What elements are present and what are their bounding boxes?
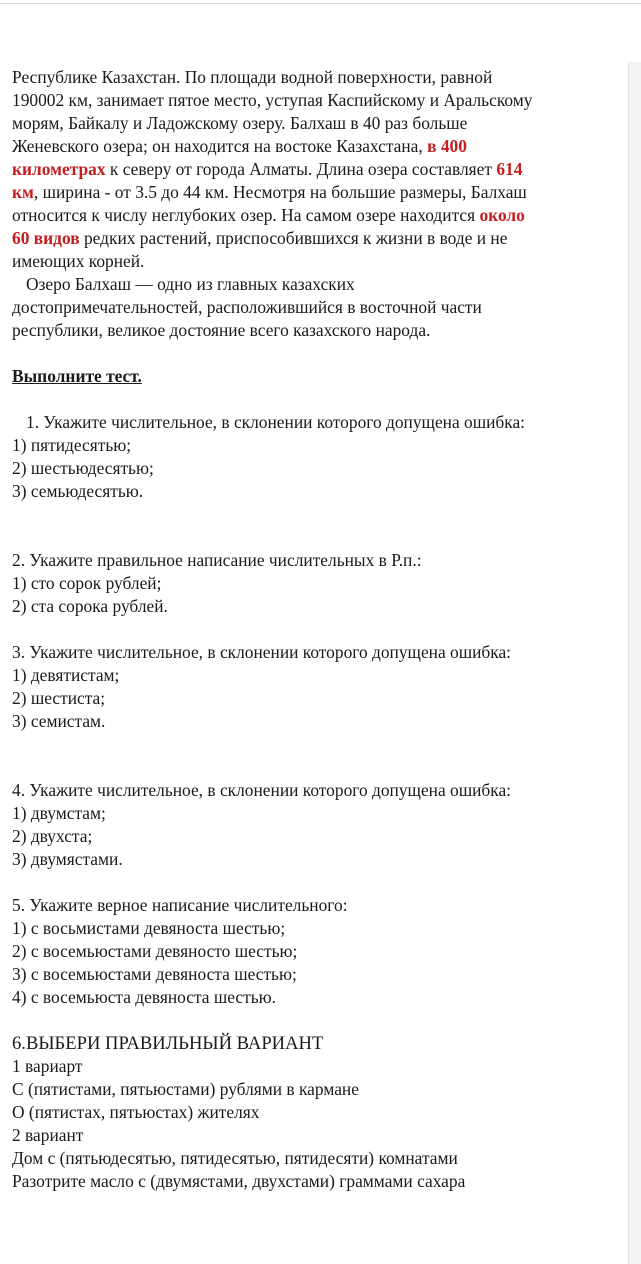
intro-text: Женевского озера; он находится на востоке Казахстана, xyxy=(12,136,428,156)
question-title: 5. Укажите верное написание числительного: xyxy=(12,895,348,915)
intro-line xyxy=(12,181,624,204)
spacer xyxy=(12,1009,624,1032)
question-title: 6.ВЫБЕРИ ПРАВИЛЬНЫЙ ВАРИАНТ xyxy=(12,1033,324,1054)
question-title: 1. Укажите числительное, в склонении которого допущена ошибка: xyxy=(26,412,526,432)
answer-option: 2) ста сорока рублей. xyxy=(12,596,168,616)
highlight-text: в 400 xyxy=(427,136,467,156)
spacer xyxy=(12,733,624,779)
answer-option: 3) с восемьюстами девяноста шестью; xyxy=(12,964,297,984)
question-3 xyxy=(12,641,624,733)
answer-option: 2) с восемьюстами девяносто шестью; xyxy=(12,941,298,961)
intro-line: морям, Байкалу и Ладожскому озеру. Балхаш в 40 раз больше xyxy=(12,113,468,133)
intro-line xyxy=(12,158,624,181)
answer-option: 1) сто сорок рублей; xyxy=(12,573,162,593)
intro-line xyxy=(12,135,624,158)
variant-item: Разотрите масло с (двумястами, двухстами) граммами сахара xyxy=(12,1171,466,1191)
answer-option: 1) девятистам; xyxy=(12,665,120,685)
answer-option: 3) семьюдесятью. xyxy=(12,481,144,501)
question-title: 2. Укажите правильное написание числительных в Р.п.: xyxy=(12,550,422,570)
intro-line xyxy=(12,204,624,227)
test-heading: Выполните тест. xyxy=(12,366,142,386)
intro-line xyxy=(12,227,624,250)
question-title: 4. Укажите числительное, в склонении которого допущена ошибка: xyxy=(12,780,512,800)
variant-item: С (пятистами, пятьюстами) рублями в кармане xyxy=(12,1079,359,1099)
answer-option: 1) двумстам; xyxy=(12,803,106,823)
question-title: 3. Укажите числительное, в склонении которого допущена ошибка: xyxy=(12,642,512,662)
highlight-text: около xyxy=(479,205,525,225)
highlight-text: 60 видов xyxy=(12,228,80,248)
answer-option: 4) с восемьюста девяноста шестью. xyxy=(12,987,277,1007)
highlight-text: км xyxy=(12,182,34,202)
intro-line: имеющих корней. xyxy=(12,251,145,271)
intro-line: 190002 км, занимает пятое место, уступая Каспийскому и Аральскому xyxy=(12,90,533,110)
question-4 xyxy=(12,779,624,871)
intro-text: к северу от города Алматы. Длина озера составляет xyxy=(105,159,497,179)
intro-text: редких растений, приспособившихся к жизни в воде и не xyxy=(79,228,508,248)
answer-option: 2) двухста; xyxy=(12,826,93,846)
question-2 xyxy=(12,549,624,618)
answer-option: 1) пятидесятью; xyxy=(12,435,132,455)
intro-line: Республике Казахстан. По площади водной поверхности, равной xyxy=(12,67,493,87)
question-6 xyxy=(12,1032,624,1193)
intro-text: , ширина - от 3.5 до 44 км. Несмотря на большие размеры, Балхаш xyxy=(33,182,527,202)
answer-option: 2) шестиста; xyxy=(12,688,106,708)
spacer xyxy=(12,503,624,549)
variant-item: Дом с (пятьюдесятью, пятидесятью, пятидесяти) комнатами xyxy=(12,1148,458,1168)
highlight-text: 614 xyxy=(496,159,523,179)
variant-label: 1 вариарт xyxy=(12,1056,83,1076)
spacer xyxy=(12,618,624,641)
intro-line: достопримечательностей, расположившийся в восточной части xyxy=(12,297,482,317)
highlight-text: километрах xyxy=(12,159,106,179)
variant-item: О (пятистах, пятьюстах) жителях xyxy=(12,1102,260,1122)
answer-option: 3) двумястами. xyxy=(12,849,123,869)
spacer xyxy=(12,871,624,894)
answer-option: 3) семистам. xyxy=(12,711,106,731)
question-5 xyxy=(12,894,624,1009)
variant-label: 2 вариант xyxy=(12,1125,84,1145)
intro-line: республики, великое достояние всего казахского народа. xyxy=(12,320,431,340)
spacer xyxy=(12,388,624,411)
scrollbar[interactable] xyxy=(628,62,641,1264)
top-border xyxy=(0,3,641,4)
answer-option: 2) шестьюдесятью; xyxy=(12,458,154,478)
intro-line: Озеро Балхаш — одно из главных казахских xyxy=(26,274,355,294)
question-1 xyxy=(12,411,624,503)
document-body xyxy=(12,66,624,1193)
intro-text: относится к числу неглубоких озер. На самом озере находится xyxy=(12,205,480,225)
answer-option: 1) с восьмистами девяноста шестью; xyxy=(12,918,286,938)
